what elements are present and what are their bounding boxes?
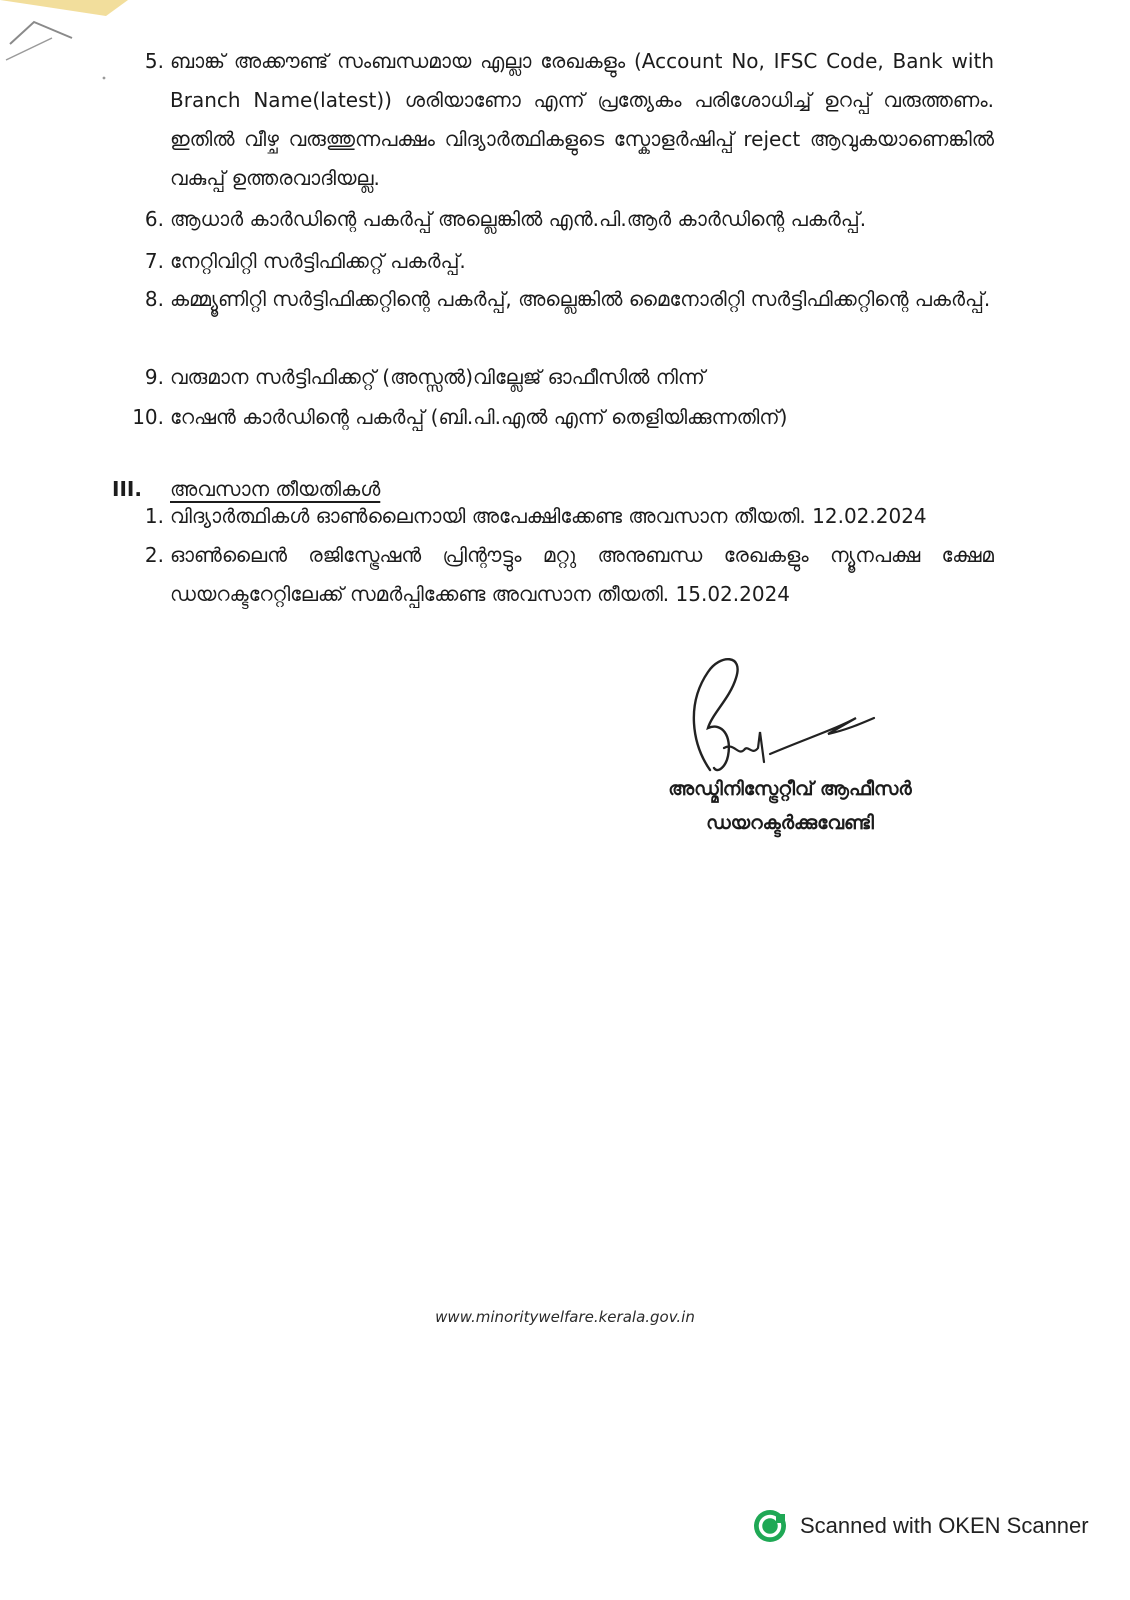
item-text: വരുമാന സർട്ടിഫിക്കറ്റ് (അസ്സൽ)വില്ലേജ് ഓഫീസിൽ നിന്ന് bbox=[170, 365, 705, 389]
item-text: ബാങ്ക് അക്കൗണ്ട് സംബന്ധമായ എല്ലാ രേഖകളും (Account No, IFSC Code, Bank with Branch Name(latest)) ശരിയാണോ എന്ന് പ്രത്യേകം പരിശോധിച്ച് ഉറപ്പ് വരുത്തണം. ഇതിൽ വീഴ്ച വരുത്തുന്നപക്ഷം വിദ്യാർത്ഥികളുടെ സ്കോളർഷിപ്പ് reject ആവുകയാണെങ്കിൽ വകുപ്പ് ഉത്തരവാദിയല്ല. bbox=[170, 49, 994, 190]
item-number: 5. bbox=[144, 49, 164, 73]
footer-website: www.minoritywelfare.kerala.gov.in bbox=[435, 1308, 695, 1326]
signatory-designation: അഡ്മിനിസ്ട്രേറ്റീവ് ആഫീസർ bbox=[668, 778, 912, 800]
item-number: 8. bbox=[144, 287, 164, 311]
scanner-watermark bbox=[752, 1506, 1089, 1546]
item-text: വിദ്യാർത്ഥികൾ ഓൺലൈനായി അപേക്ഷിക്കേണ്ട അവസാന തീയതി. 12.02.2024 bbox=[170, 504, 927, 528]
section-numeral: III. bbox=[112, 477, 142, 501]
item-number: 7. bbox=[144, 249, 164, 273]
item-number: 9. bbox=[144, 365, 164, 389]
item-text: ആധാർ കാർഡിന്റെ പകർപ്പ് അല്ലെങ്കിൽ എൻ.പി.ആർ കാർഡിന്റെ പകർപ്പ്. bbox=[170, 207, 867, 231]
oken-scanner-logo-icon bbox=[752, 1508, 788, 1544]
item-number: 2. bbox=[144, 543, 164, 567]
item-text: റേഷൻ കാർഡിന്റെ പകർപ്പ് (ബി.പി.എൽ എന്ന് തെളിയിക്കുന്നതിന്) bbox=[170, 405, 788, 429]
item-number: 6. bbox=[144, 207, 164, 231]
item-text: നേറ്റിവിറ്റി സർട്ടിഫിക്കറ്റ് പകർപ്പ്. bbox=[170, 249, 466, 273]
item-number: 10. bbox=[132, 405, 164, 429]
scanner-label: Scanned with OKEN Scanner bbox=[800, 1513, 1089, 1538]
handwritten-signature bbox=[678, 652, 888, 787]
item-text: കമ്മ്യൂണിറ്റി സർട്ടിഫിക്കറ്റിന്റെ പകർപ്പ്, അല്ലെങ്കിൽ മൈനോരിറ്റി സർട്ടിഫിക്കറ്റിന്റെ പകർപ്പ്. bbox=[170, 287, 991, 311]
signatory-on-behalf: ഡയറക്ടർക്കുവേണ്ടി bbox=[706, 812, 874, 834]
item-number: 1. bbox=[144, 504, 164, 528]
section-title: അവസാന തീയതികൾ bbox=[170, 477, 381, 501]
item-text: ഓൺലൈൻ രജിസ്ട്രേഷൻ പ്രിന്റൗട്ടും മറ്റു അനുബന്ധ രേഖകളും ന്യൂനപക്ഷ ക്ഷേമ ഡയറക്ടറേറ്റിലേക്ക് സമർപ്പിക്കേണ്ട അവസാന തീയതി. 15.02.2024 bbox=[170, 543, 994, 606]
